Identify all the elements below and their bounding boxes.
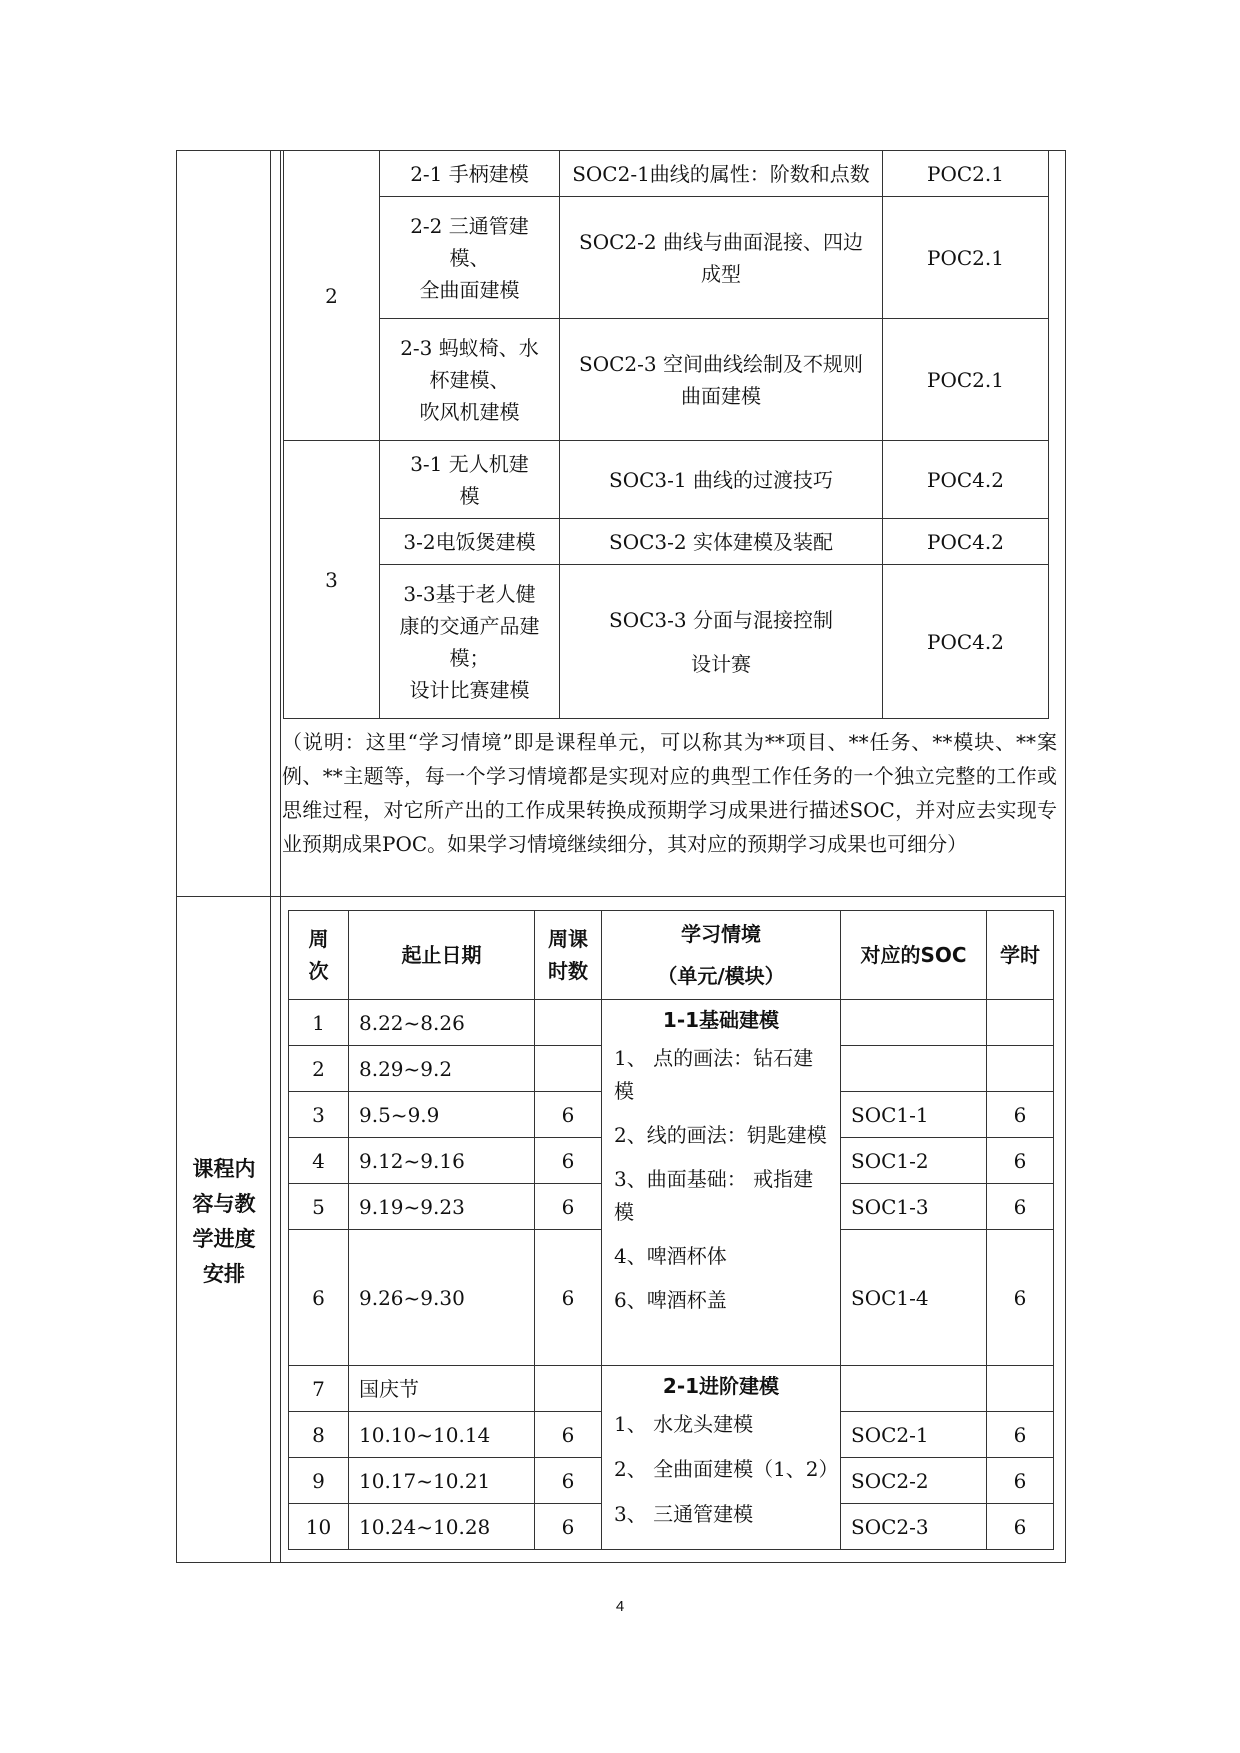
poc-cell: POC2.1 [883, 319, 1049, 441]
header-soc: 对应的SOC [841, 911, 987, 1000]
unit-cell: 3-2电饭煲建模 [380, 519, 560, 565]
hours-cell: 6 [987, 1138, 1054, 1184]
unit-item: 1、 点的画法：钻石建模 [614, 1046, 814, 1103]
hpw-cell: 6 [535, 1230, 602, 1366]
week-cell: 9 [289, 1458, 349, 1504]
group-number: 2 [284, 151, 380, 441]
unit-cell: 3-1 无人机建 模 [380, 441, 560, 519]
date-cell: 国庆节 [349, 1366, 535, 1412]
hpw-cell: 6 [535, 1458, 602, 1504]
unit-2-cell [602, 1366, 841, 1550]
soc-cell: SOC2-3 [841, 1504, 987, 1550]
poc-cell: POC2.1 [883, 197, 1049, 319]
soc-cell [841, 1046, 987, 1092]
soc-cell: SOC3-2 实体建模及装配 [560, 519, 883, 565]
unit-item: 2、 全曲面建模（1、2） [614, 1457, 839, 1481]
hpw-cell: 6 [535, 1504, 602, 1550]
hpw-cell: 6 [535, 1412, 602, 1458]
header-hours-per-week: 周课 时数 [535, 911, 602, 1000]
header-dates: 起止日期 [349, 911, 535, 1000]
poc-cell: POC4.2 [883, 565, 1049, 719]
hpw-cell: 6 [535, 1184, 602, 1230]
date-cell: 9.26~9.30 [349, 1230, 535, 1366]
frame-divider [280, 150, 281, 1563]
unit-item: 3、 三通管建模 [614, 1502, 754, 1526]
unit-item: 6、啤酒杯盖 [614, 1288, 727, 1312]
date-cell: 10.10~10.14 [349, 1412, 535, 1458]
unit-cell: 3-3基于老人健 康的交通产品建 模； 设计比赛建模 [380, 565, 560, 719]
poc-cell: POC4.2 [883, 441, 1049, 519]
soc-cell: SOC2-1 [841, 1412, 987, 1458]
soc-cell: SOC1-4 [841, 1230, 987, 1366]
page-number: 4 [615, 1598, 625, 1615]
schedule-table [288, 910, 1054, 1550]
unit-cell: 2-1 手柄建模 [380, 151, 560, 197]
hours-cell: 6 [987, 1504, 1054, 1550]
date-cell: 9.5~9.9 [349, 1092, 535, 1138]
unit-title: 2-1进阶建模 [662, 1374, 780, 1398]
week-cell: 5 [289, 1184, 349, 1230]
hpw-cell [535, 1046, 602, 1092]
poc-cell: POC2.1 [883, 151, 1049, 197]
unit-item: 1、 水龙头建模 [614, 1412, 754, 1436]
week-cell: 10 [289, 1504, 349, 1550]
date-cell: 9.12~9.16 [349, 1138, 535, 1184]
frame-divider [176, 896, 1066, 897]
soc-cell: SOC1-1 [841, 1092, 987, 1138]
date-cell: 8.22~8.26 [349, 1000, 535, 1046]
upper-unit-table [283, 150, 1049, 719]
week-cell: 4 [289, 1138, 349, 1184]
soc-cell: SOC2-1曲线的属性：阶数和点数 [560, 151, 883, 197]
hours-cell: 6 [987, 1412, 1054, 1458]
week-cell: 8 [289, 1412, 349, 1458]
week-cell: 6 [289, 1230, 349, 1366]
hours-cell: 6 [987, 1230, 1054, 1366]
unit-item: 4、啤酒杯体 [614, 1244, 727, 1268]
week-cell: 3 [289, 1092, 349, 1138]
date-cell: 10.17~10.21 [349, 1458, 535, 1504]
poc-cell: POC4.2 [883, 519, 1049, 565]
date-cell: 8.29~9.2 [349, 1046, 535, 1092]
unit-cell: 2-2 三通管建 模、 全曲面建模 [380, 197, 560, 319]
header-unit: 学习情境 （单元/模块） [602, 911, 841, 1000]
soc-cell: SOC3-3 分面与混接控制 设计赛 [560, 565, 883, 719]
hours-cell [987, 1366, 1054, 1412]
frame-divider [270, 150, 271, 1563]
soc-cell: SOC1-3 [841, 1184, 987, 1230]
hours-cell: 6 [987, 1184, 1054, 1230]
hours-cell [987, 1046, 1054, 1092]
hours-cell: 6 [987, 1092, 1054, 1138]
soc-cell: SOC2-2 曲线与曲面混接、四边 成型 [560, 197, 883, 319]
section-label: 课程内 容与教 学进度 安排 [192, 1157, 256, 1286]
unit-cell: 2-3 蚂蚁椅、水 杯建模、 吹风机建模 [380, 319, 560, 441]
soc-cell: SOC1-2 [841, 1138, 987, 1184]
unit-title: 1-1基础建模 [662, 1008, 780, 1032]
header-hours: 学时 [987, 911, 1054, 1000]
week-cell: 7 [289, 1366, 349, 1412]
unit-1-cell [602, 1000, 841, 1366]
hpw-cell [535, 1000, 602, 1046]
hpw-cell [535, 1366, 602, 1412]
soc-cell: SOC2-3 空间曲线绘制及不规则 曲面建模 [560, 319, 883, 441]
hours-cell: 6 [987, 1458, 1054, 1504]
soc-cell: SOC2-2 [841, 1458, 987, 1504]
soc-cell [841, 1366, 987, 1412]
soc-cell [841, 1000, 987, 1046]
week-cell: 1 [289, 1000, 349, 1046]
date-cell: 10.24~10.28 [349, 1504, 535, 1550]
unit-item: 3、曲面基础： 戒指建模 [614, 1167, 814, 1224]
hpw-cell: 6 [535, 1138, 602, 1184]
unit-item: 2、线的画法：钥匙建模 [614, 1123, 827, 1147]
soc-cell: SOC3-1 曲线的过渡技巧 [560, 441, 883, 519]
week-cell: 2 [289, 1046, 349, 1092]
hpw-cell: 6 [535, 1092, 602, 1138]
explanatory-note: （说明：这里“学习情境”即是课程单元，可以称其为**项目、**任务、**模块、**案例、**主题等，每一个学习情境都是实现对应的典型工作任务的一个独立完整的工作或思维过程，对它所产出的工作成果转换成预期学习成果进行描述SOC，并对应去实现专业预期成果POC。如果学习情境继续细分，其对应的预期学习成果也可细分） [282, 730, 1057, 856]
header-week: 周 次 [289, 911, 349, 1000]
date-cell: 9.19~9.23 [349, 1184, 535, 1230]
group-number: 3 [284, 441, 380, 719]
hours-cell [987, 1000, 1054, 1046]
